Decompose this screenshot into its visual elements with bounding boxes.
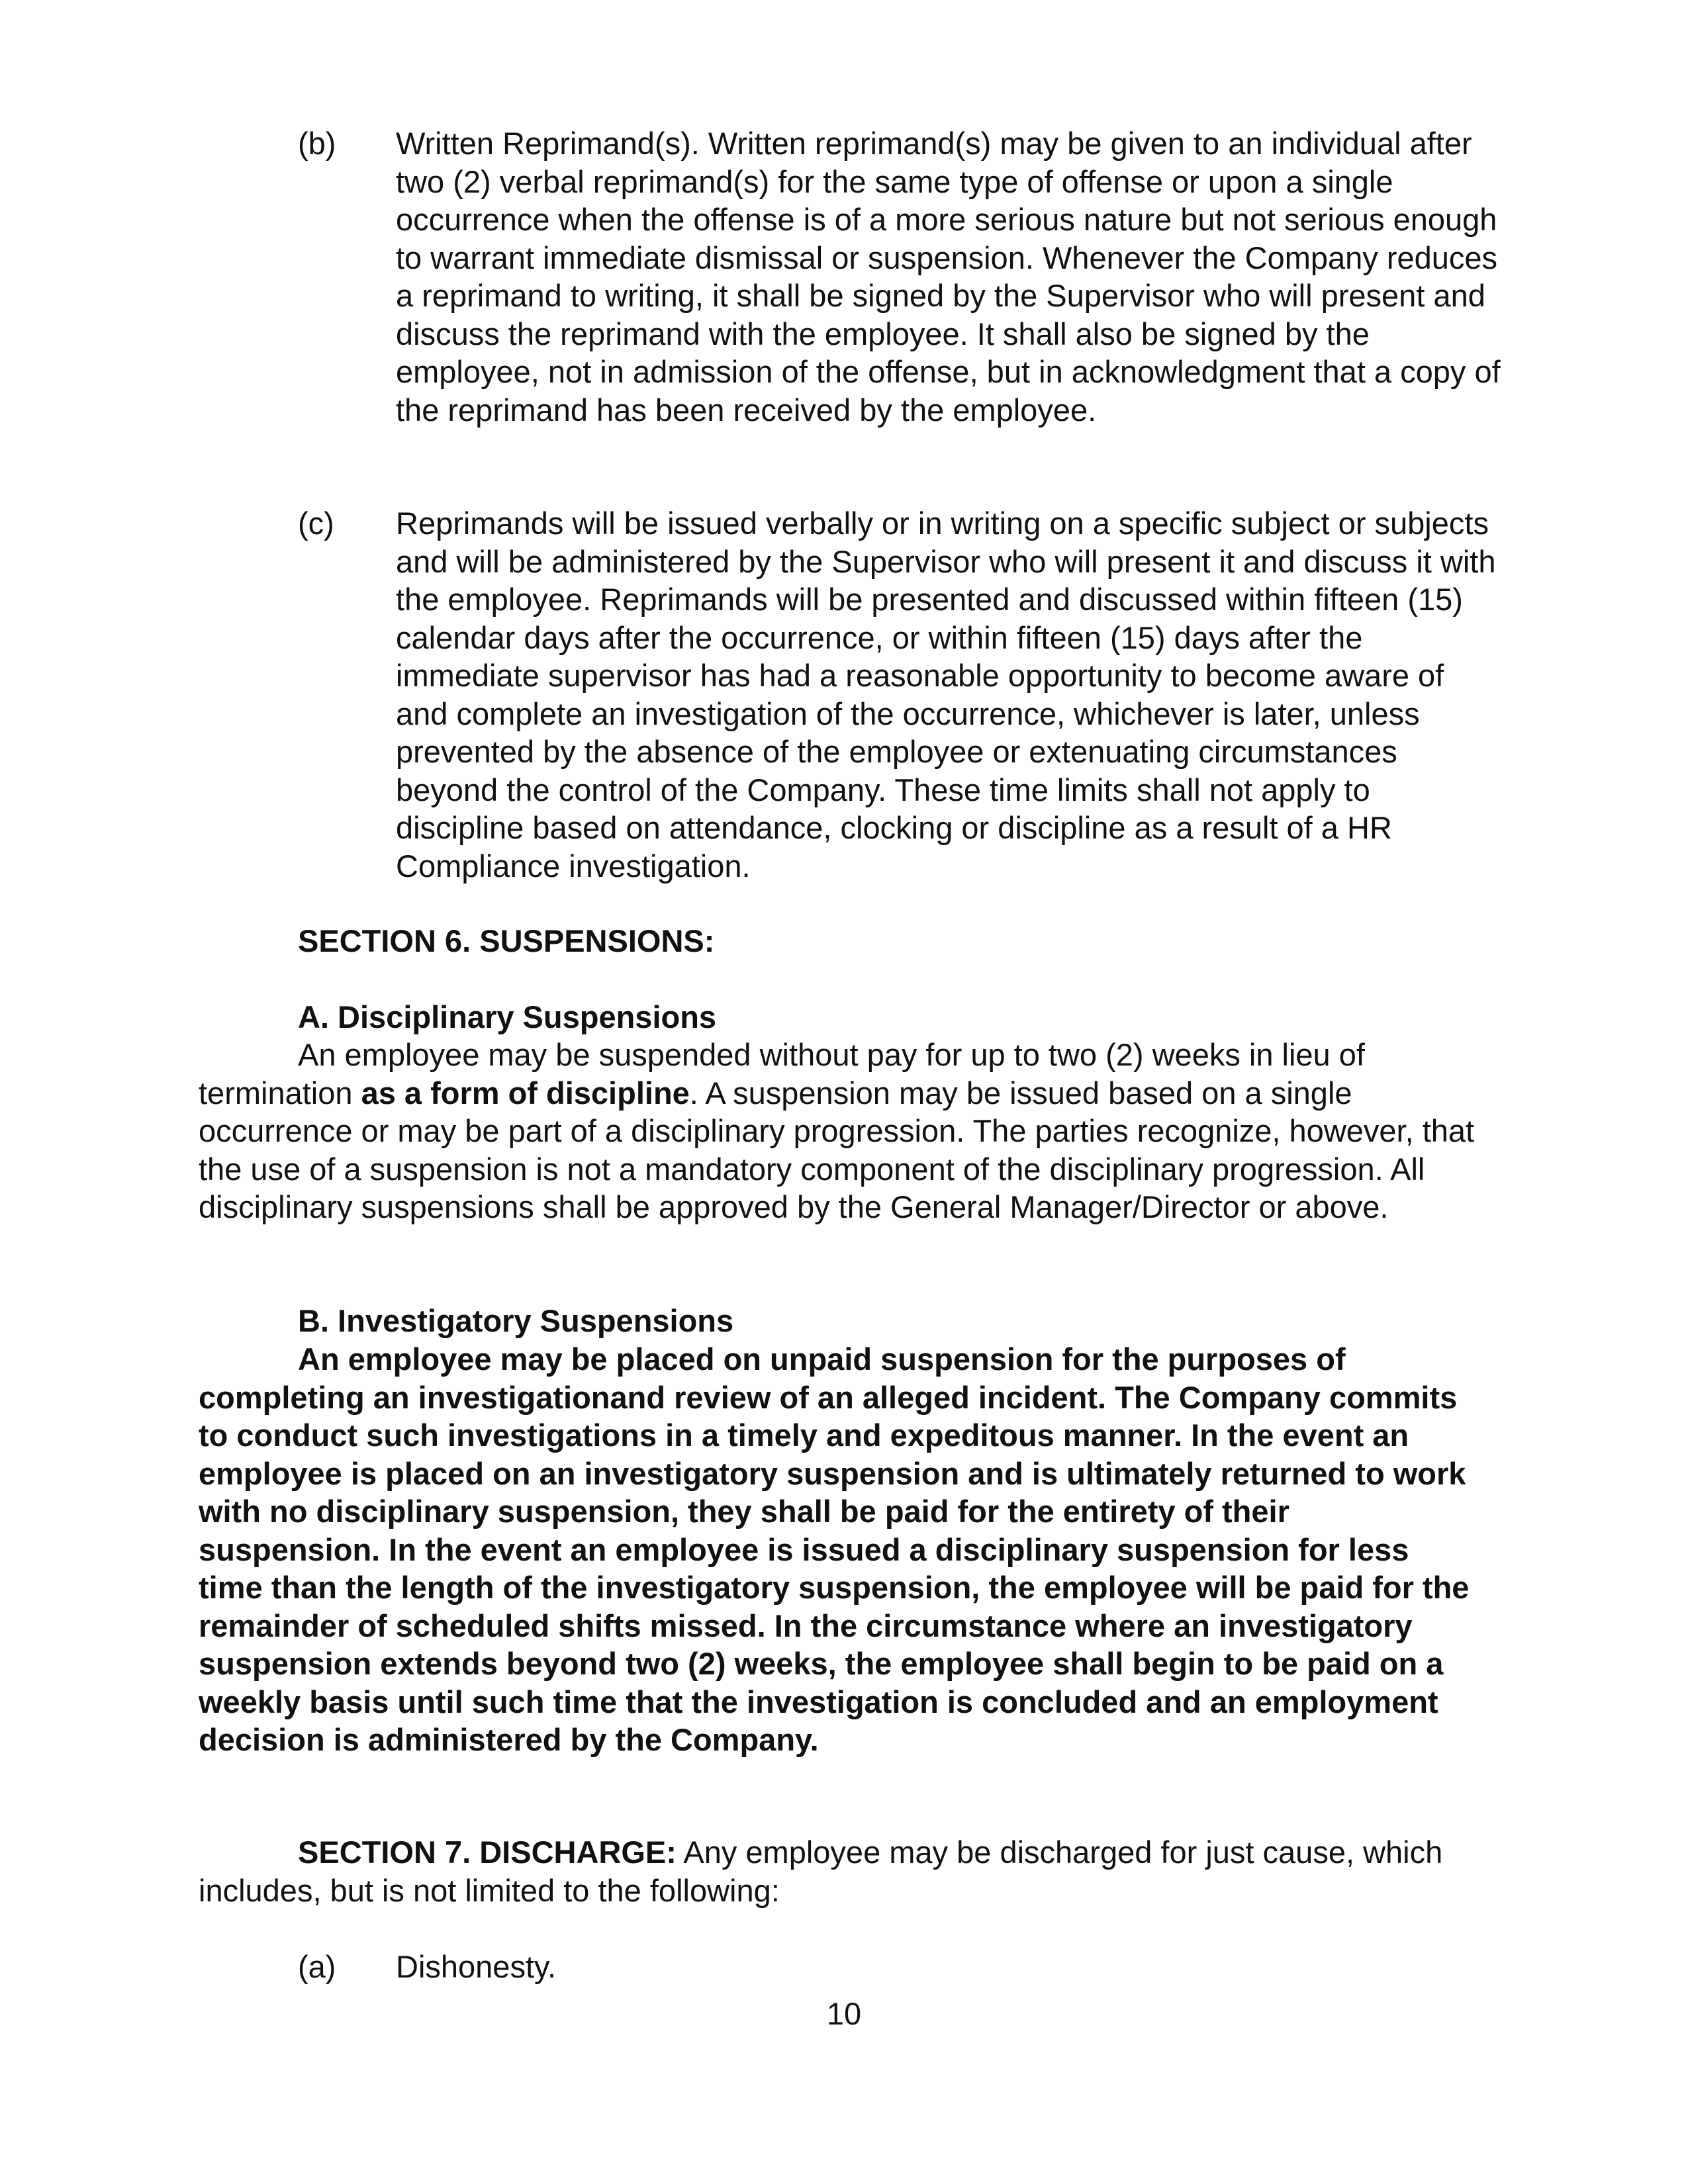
section-7-text: Any employee may be discharged for just cause, which includes, but is not limited to the following: <box>199 1835 1443 1908</box>
clause-b-text: Written Reprimand(s). Written reprimand(s) may be given to an individual after two (2) verbal reprimand(s) for the same type of offense or upon a single occurrence when the offense is of a more serious nature but not serious enough to warrant immediate dismissal or suspension. Whenever the Company reduces a reprimand to writing, it shall be signed by the Supervisor who will present and discuss the reprimand with the employee. It shall also be signed by the employee, not in admission of the offense, but in acknowledgment that a copy of the reprimand has been received by the employee. <box>396 126 1501 428</box>
investigatory-suspensions-heading: B. Investigatory Suspensions <box>298 1303 734 1338</box>
section-7-paragraph <box>199 1833 1479 1909</box>
disciplinary-suspensions-text-1: An employee may be suspended without pay for up to two (2) weeks in lieu of termination <box>199 1037 1365 1111</box>
disciplinary-suspensions-text-2: . A suspension may be issued based on a single occurrence or may be part of a disciplinary progression. The parties recognize, however, that the use of a suspension is not a mandatory component of the disciplinary progression. All disciplinary suspensions shall be approved by the General Manager/Director or above. <box>199 1075 1475 1224</box>
section-7-item-a-text: Dishonesty. <box>396 1949 557 1984</box>
section-6-heading: SECTION 6. SUSPENSIONS: <box>298 923 715 958</box>
clause-b-marker: (b) <box>298 126 336 161</box>
clause-c-marker: (c) <box>298 506 334 541</box>
disciplinary-suspensions-bold-text: as a form of discipline <box>361 1075 690 1111</box>
disciplinary-suspensions-paragraph <box>199 1036 1479 1226</box>
section-7-heading: SECTION 7. DISCHARGE: <box>298 1835 677 1870</box>
page-number: 10 <box>826 1996 862 2031</box>
investigatory-suspensions-paragraph: An employee may be placed on unpaid suspension for the purposes of completing an investigationand review of an alleged incident. The Company commits to conduct such investigations in a timely and expeditous manner. In the event an employee is placed on an investigatory suspension and is ultimately returned to work with no disciplinary suspension, they shall be paid for the entirety of their suspension. In the event an employee is issued a disciplinary suspension for less time than the length of the investigatory suspension, the employee will be paid for the remainder of scheduled shifts missed. In the circumstance where an investigatory suspension extends beyond two (2) weeks, the employee shall begin to be paid on a weekly basis until such time that the investigation is concluded and an employment decision is administered by the Company. <box>199 1342 1470 1757</box>
disciplinary-suspensions-heading: A. Disciplinary Suspensions <box>298 999 717 1034</box>
section-7-item-a-marker: (a) <box>298 1949 336 1984</box>
clause-c-text: Reprimands will be issued verbally or in writing on a specific subject or subjects and will be administered by the Supervisor who will present it and discuss it with the employee. Reprimands will be presented and discussed within fifteen (15) calendar days after the occurrence, or within fifteen (15) days after the immediate supervisor has had a reasonable opportunity to become aware of and complete an investigation of the occurrence, whichever is later, unless prevented by the absence of the employee or extenuating circumstances beyond the control of the Company. These time limits shall not apply to discipline based on attendance, clocking or discipline as a result of a HR Compliance investigation. <box>396 506 1496 884</box>
